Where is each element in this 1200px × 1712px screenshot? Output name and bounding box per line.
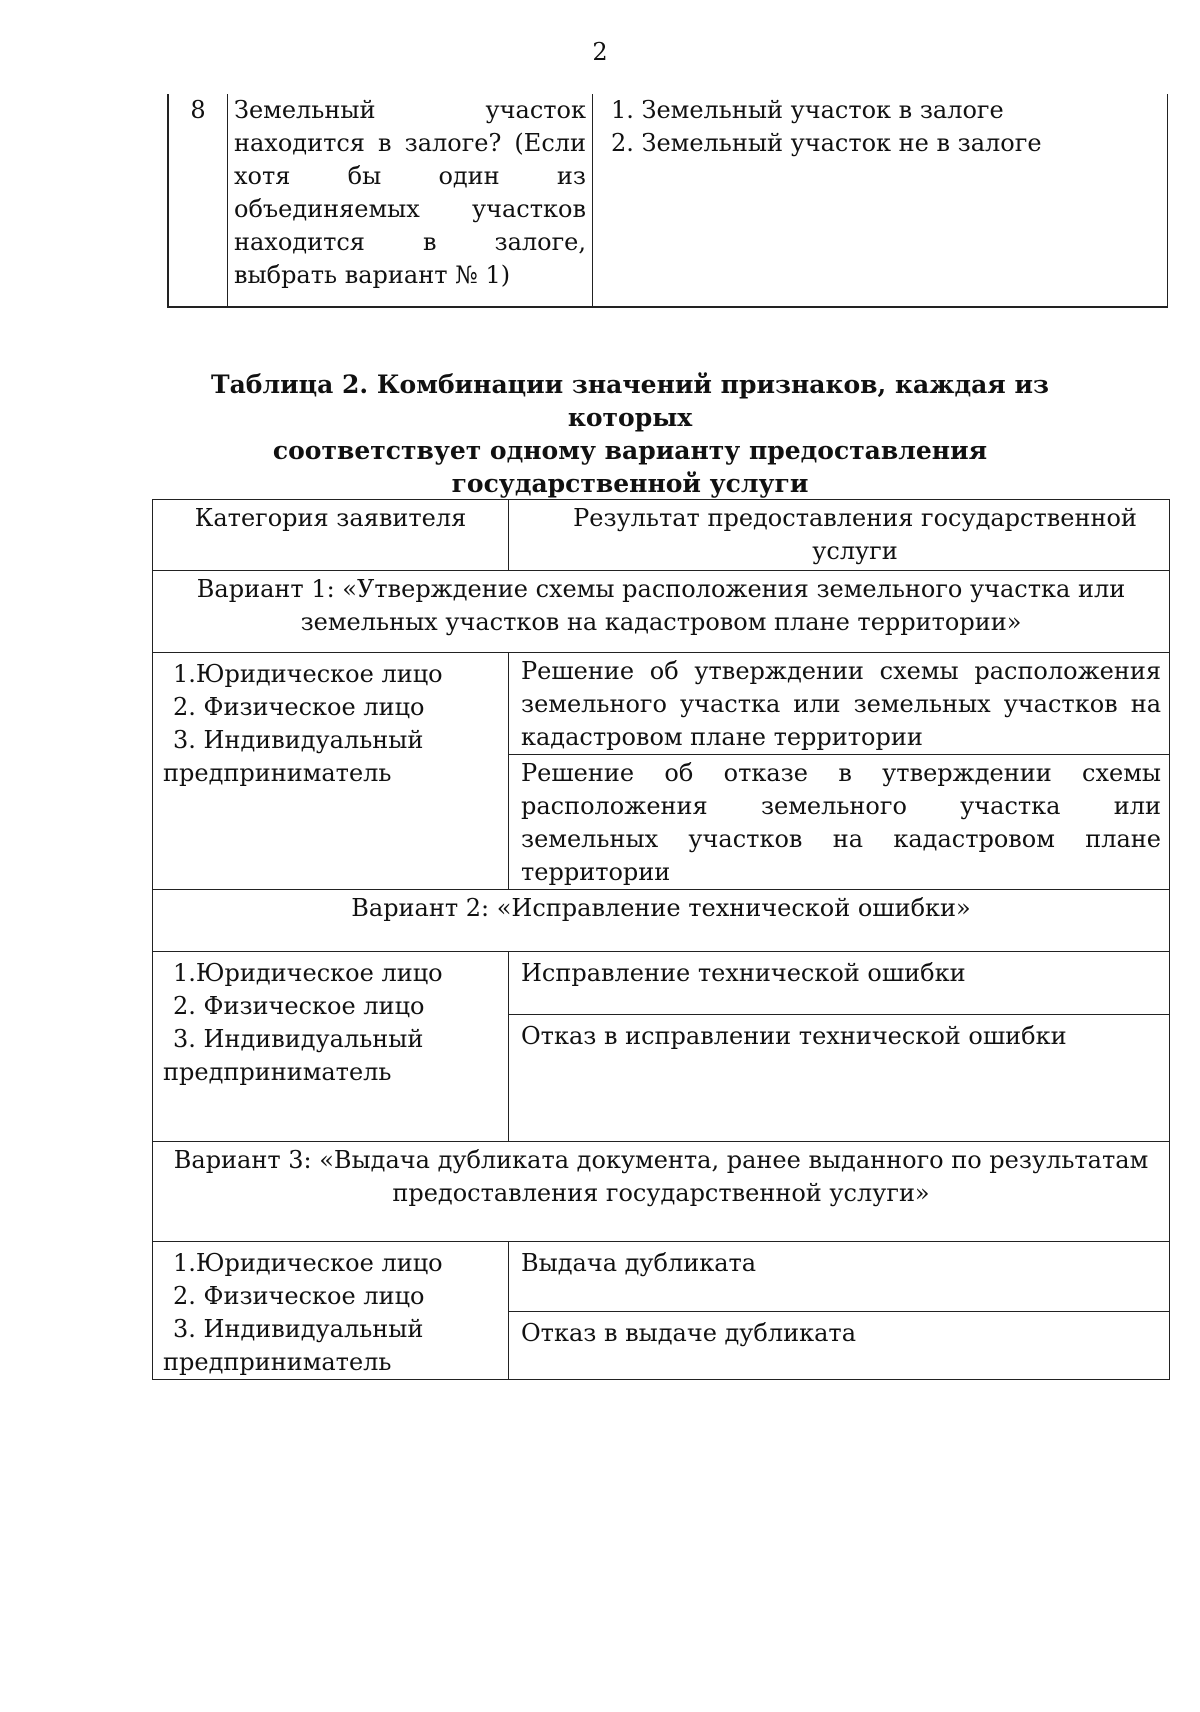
result-cell: Решение об отказе в утверждении схемы расположения земельного участка или земельных участков на кадастровом плане территории [509,755,1170,890]
variant-1-title: Вариант 1: «Утверждение схемы расположения земельного участка или земельных участков на кадастровом плане территории» [153,571,1170,653]
row-number: 8 [168,94,228,307]
applicant-categories [153,653,509,890]
result-cell: Отказ в исправлении технической ошибки [509,1015,1170,1142]
category-item: 2. Физическое лицо [173,1282,425,1310]
variant-row [153,571,1170,653]
header-result: Результат предоставления государственной услуги [509,500,1170,571]
category-item: 3. Индивидуальный [173,1315,424,1343]
result-cell: Решение об утверждении схемы расположения земельного участка или земельных участков на кадастровом плане территории [509,653,1170,755]
option-2: 2. Земельный участок не в залоге [611,129,1042,157]
result-cell: Исправление технической ошибки [509,952,1170,1015]
category-item: 3. Индивидуальный [173,726,424,754]
table-row [168,94,1168,307]
table-1-continuation [167,94,1168,308]
category-item: предприниматель [163,1348,392,1376]
category-item: предприниматель [163,1058,392,1086]
applicant-categories [153,952,509,1142]
category-item: 2. Физическое лицо [173,992,425,1020]
category-item: 2. Физическое лицо [173,693,425,721]
table-2-title [200,368,1060,500]
title-line-3: государственной услуги [451,469,809,498]
variant-2-title: Вариант 2: «Исправление технической ошибки» [153,890,1170,952]
row-options [593,94,1168,307]
category-item: предприниматель [163,759,392,787]
row-question: Земельный участок находится в залоге? (Если хотя бы один из объединяемых участков находится в залоге, выбрать вариант № 1) [228,94,593,307]
variant-row [153,890,1170,952]
variant-3-title: Вариант 3: «Выдача дубликата документа, ранее выданного по результатам предоставления государственной услуги» [153,1142,1170,1242]
title-line-2: соответствует одному варианту предоставления [272,436,988,465]
table-row [153,1242,1170,1312]
table-header-row [153,500,1170,571]
category-item: 1.Юридическое лицо [173,1249,443,1277]
category-item: 1.Юридическое лицо [173,959,443,987]
page-number: 2 [592,38,608,66]
table-2 [152,499,1170,1380]
table-row [153,952,1170,1015]
title-line-1: Таблица 2. Комбинации значений признаков, каждая из которых [211,370,1049,432]
header-category: Категория заявителя [153,500,509,571]
category-item: 1.Юридическое лицо [173,660,443,688]
category-item: 3. Индивидуальный [173,1025,424,1053]
variant-row [153,1142,1170,1242]
result-cell: Отказ в выдаче дубликата [509,1311,1170,1379]
result-cell: Выдача дубликата [509,1242,1170,1312]
option-1: 1. Земельный участок в залоге [611,96,1004,124]
table-row [153,653,1170,755]
applicant-categories [153,1242,509,1380]
